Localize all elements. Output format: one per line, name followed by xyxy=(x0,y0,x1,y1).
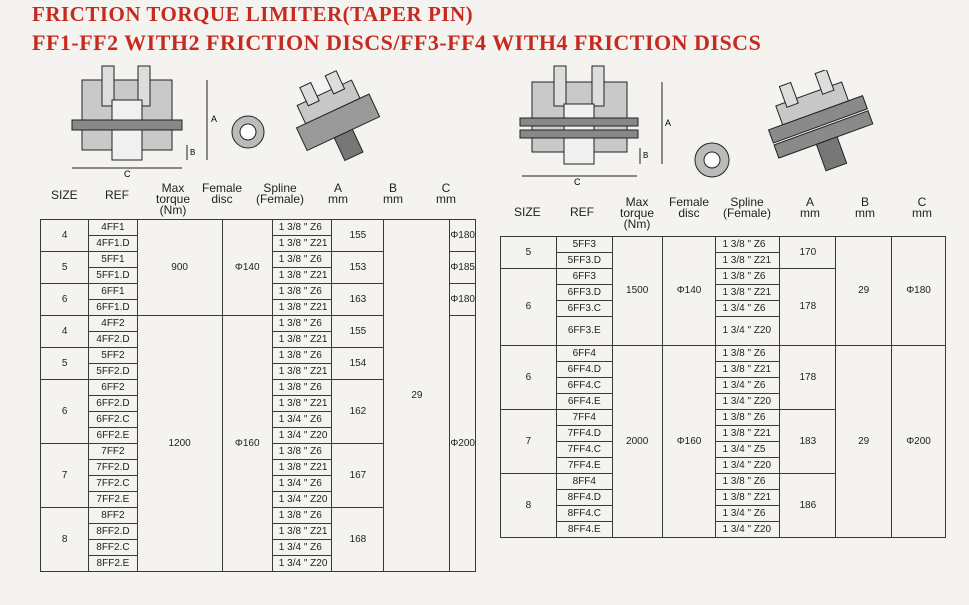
spline-cell: 1 3/4 " Z5 xyxy=(716,442,780,458)
spline-cell: 1 3/8 " Z21 xyxy=(716,490,780,506)
c-dimension-cell: Φ180 xyxy=(450,284,476,316)
title-line-1: FRICTION TORQUE LIMITER(TAPER PIN) xyxy=(32,2,474,26)
ref-cell: 5FF3 xyxy=(556,237,612,253)
spline-cell: 1 3/8 " Z21 xyxy=(272,236,332,252)
ref-cell: 6FF2.C xyxy=(89,412,137,428)
spline-cell: 1 3/8 " Z21 xyxy=(272,332,332,348)
ref-cell: 6FF2.E xyxy=(89,428,137,444)
spline-cell: 1 3/4 " Z6 xyxy=(716,378,780,394)
torque-cell: 1200 xyxy=(137,316,222,572)
table-row xyxy=(501,346,946,362)
ref-cell: 7FF2.E xyxy=(89,492,137,508)
size-cell: 6 xyxy=(41,380,89,444)
a-dimension-cell: 186 xyxy=(780,474,836,538)
spline-cell: 1 3/8 " Z6 xyxy=(716,410,780,426)
ref-cell: 5FF1.D xyxy=(89,268,137,284)
female-disc-cell: Φ140 xyxy=(222,220,272,316)
table-row xyxy=(41,220,476,236)
ref-cell: 8FF2.E xyxy=(89,556,137,572)
right-header-ref: REF xyxy=(570,205,594,219)
a-dimension-cell: 183 xyxy=(780,410,836,474)
ref-cell: 7FF2.C xyxy=(89,476,137,492)
spline-cell: 1 3/8 " Z6 xyxy=(716,269,780,285)
spline-cell: 1 3/8 " Z6 xyxy=(272,444,332,460)
size-cell: 4 xyxy=(41,316,89,348)
spline-cell: 1 3/4 " Z20 xyxy=(716,458,780,474)
spline-cell: 1 3/8 " Z21 xyxy=(272,396,332,412)
left-header-b: B mm xyxy=(383,181,403,206)
spline-cell: 1 3/8 " Z6 xyxy=(272,508,332,524)
ref-cell: 4FF2.D xyxy=(89,332,137,348)
spline-cell: 1 3/8 " Z21 xyxy=(272,268,332,284)
ref-cell: 8FF4.C xyxy=(556,506,612,522)
cross-section-drawing-left xyxy=(62,60,232,178)
c-dimension-cell: Φ180 xyxy=(450,220,476,252)
spline-hole-icon xyxy=(228,112,268,152)
ref-cell: 7FF2.D xyxy=(89,460,137,476)
ref-cell: 5FF1 xyxy=(89,252,137,268)
ref-cell: 5FF2.D xyxy=(89,364,137,380)
spline-cell: 1 3/8 " Z6 xyxy=(716,474,780,490)
table-row xyxy=(501,237,946,253)
right-header-b: B mm xyxy=(855,195,875,220)
spline-cell: 1 3/8 " Z21 xyxy=(716,426,780,442)
ref-cell: 6FF4.C xyxy=(556,378,612,394)
ref-cell: 6FF3.C xyxy=(556,301,612,317)
c-dimension-cell: Φ200 xyxy=(450,316,476,572)
spline-cell: 1 3/4 " Z20 xyxy=(272,492,332,508)
size-cell: 7 xyxy=(41,444,89,508)
spline-cell: 1 3/4 " Z6 xyxy=(272,412,332,428)
spline-cell: 1 3/8 " Z6 xyxy=(272,316,332,332)
spline-cell: 1 3/8 " Z21 xyxy=(272,300,332,316)
spline-cell: 1 3/4 " Z20 xyxy=(272,556,332,572)
spline-cell: 1 3/4 " Z20 xyxy=(716,522,780,538)
b-dimension-cell: 29 xyxy=(836,237,892,346)
left-header-size: SIZE xyxy=(51,188,78,202)
left-header-torque: Max torque (Nm) xyxy=(155,181,191,217)
ref-cell: 8FF4 xyxy=(556,474,612,490)
a-dimension-cell: 178 xyxy=(780,269,836,346)
c-dimension-cell: Φ200 xyxy=(892,346,946,538)
size-cell: 5 xyxy=(41,348,89,380)
dim-b-label: B xyxy=(190,148,196,157)
ref-cell: 7FF4.E xyxy=(556,458,612,474)
a-dimension-cell: 170 xyxy=(780,237,836,269)
dim-b-label-right: B xyxy=(643,151,649,160)
spline-cell: 1 3/4 " Z6 xyxy=(272,540,332,556)
ref-cell: 8FF2.D xyxy=(89,524,137,540)
spline-cell: 1 3/4 " Z6 xyxy=(716,506,780,522)
ref-cell: 6FF1 xyxy=(89,284,137,300)
spline-cell: 1 3/8 " Z21 xyxy=(272,364,332,380)
size-cell: 6 xyxy=(41,284,89,316)
a-dimension-cell: 168 xyxy=(332,508,384,572)
cross-section-drawing-right xyxy=(512,60,687,188)
spline-cell: 1 3/4 " Z20 xyxy=(716,394,780,410)
ref-cell: 7FF2 xyxy=(89,444,137,460)
female-disc-cell: Φ140 xyxy=(662,237,716,346)
spline-cell: 1 3/8 " Z6 xyxy=(272,284,332,300)
torque-cell: 2000 xyxy=(612,346,662,538)
b-dimension-cell: 29 xyxy=(836,346,892,538)
spline-cell: 1 3/8 " Z21 xyxy=(272,460,332,476)
ref-cell: 4FF1.D xyxy=(89,236,137,252)
ref-cell: 4FF1 xyxy=(89,220,137,236)
a-dimension-cell: 162 xyxy=(332,380,384,444)
ref-cell: 8FF2.C xyxy=(89,540,137,556)
size-cell: 6 xyxy=(501,346,557,410)
ref-cell: 6FF4 xyxy=(556,346,612,362)
spline-cell: 1 3/8 " Z21 xyxy=(716,253,780,269)
ref-cell: 6FF3 xyxy=(556,269,612,285)
size-cell: 4 xyxy=(41,220,89,252)
size-cell: 5 xyxy=(501,237,557,269)
ref-cell: 8FF4.E xyxy=(556,522,612,538)
ref-cell: 6FF2.D xyxy=(89,396,137,412)
size-cell: 5 xyxy=(41,252,89,284)
left-header-spline: Spline (Female) xyxy=(255,181,304,206)
right-header-a: A mm xyxy=(800,195,820,220)
b-dimension-cell: 29 xyxy=(384,220,450,572)
spline-cell: 1 3/8 " Z6 xyxy=(272,252,332,268)
ref-cell: 7FF4.D xyxy=(556,426,612,442)
ref-cell: 6FF3.D xyxy=(556,285,612,301)
assembly-drawing-right xyxy=(755,70,885,180)
dim-a-label: A xyxy=(211,114,218,124)
spline-cell: 1 3/8 " Z6 xyxy=(716,237,780,253)
left-spec-table xyxy=(40,219,476,572)
spline-cell: 1 3/4 " Z20 xyxy=(272,428,332,444)
assembly-drawing-left xyxy=(282,70,392,170)
right-header-size: SIZE xyxy=(514,205,541,219)
ref-cell: 6FF1.D xyxy=(89,300,137,316)
a-dimension-cell: 167 xyxy=(332,444,384,508)
spline-cell: 1 3/8 " Z6 xyxy=(272,380,332,396)
ref-cell: 6FF3.E xyxy=(556,317,612,346)
ref-cell: 7FF4.C xyxy=(556,442,612,458)
ref-cell: 6FF4.E xyxy=(556,394,612,410)
left-header-female: Female disc xyxy=(201,181,242,206)
right-header-torque: Max torque (Nm) xyxy=(619,195,655,231)
dim-c-label: C xyxy=(124,169,131,178)
left-header-ref: REF xyxy=(105,188,129,202)
ref-cell: 4FF2 xyxy=(89,316,137,332)
a-dimension-cell: 155 xyxy=(332,316,384,348)
title-line-2: FF1-FF2 WITH2 FRICTION DISCS/FF3-FF4 WITH4 FRICTION DISCS xyxy=(32,30,762,55)
c-dimension-cell: Φ180 xyxy=(892,237,946,346)
left-header-a: A mm xyxy=(328,181,348,206)
spline-cell: 1 3/8 " Z6 xyxy=(272,348,332,364)
a-dimension-cell: 153 xyxy=(332,252,384,284)
size-cell: 7 xyxy=(501,410,557,474)
a-dimension-cell: 163 xyxy=(332,284,384,316)
size-cell: 6 xyxy=(501,269,557,346)
dim-c-label-right: C xyxy=(574,177,581,187)
ref-cell: 6FF4.D xyxy=(556,362,612,378)
torque-cell: 900 xyxy=(137,220,222,316)
a-dimension-cell: 155 xyxy=(332,220,384,252)
size-cell: 8 xyxy=(41,508,89,572)
spline-cell: 1 3/4 " Z6 xyxy=(716,301,780,317)
dim-a-label-right: A xyxy=(665,118,672,128)
spline-cell: 1 3/8 " Z6 xyxy=(716,346,780,362)
ref-cell: 5FF3.D xyxy=(556,253,612,269)
ref-cell: 7FF4 xyxy=(556,410,612,426)
female-disc-cell: Φ160 xyxy=(662,346,716,538)
left-header-c: C mm xyxy=(436,181,456,206)
a-dimension-cell: 154 xyxy=(332,348,384,380)
ref-cell: 5FF2 xyxy=(89,348,137,364)
c-dimension-cell: Φ185 xyxy=(450,252,476,284)
ref-cell: 8FF2 xyxy=(89,508,137,524)
female-disc-cell: Φ160 xyxy=(222,316,272,572)
right-spec-table xyxy=(500,236,946,538)
ref-cell: 6FF2 xyxy=(89,380,137,396)
spline-cell: 1 3/8 " Z21 xyxy=(716,362,780,378)
size-cell: 8 xyxy=(501,474,557,538)
right-header-female: Female disc xyxy=(668,195,709,220)
right-header-c: C mm xyxy=(912,195,932,220)
right-header-spline: Spline (Female) xyxy=(722,195,771,220)
spline-cell: 1 3/4 " Z20 xyxy=(716,317,780,346)
spline-hole-icon-right xyxy=(690,138,734,182)
spline-cell: 1 3/8 " Z21 xyxy=(716,285,780,301)
spline-cell: 1 3/8 " Z21 xyxy=(272,524,332,540)
ref-cell: 8FF4.D xyxy=(556,490,612,506)
spline-cell: 1 3/4 " Z6 xyxy=(272,476,332,492)
torque-cell: 1500 xyxy=(612,237,662,346)
a-dimension-cell: 178 xyxy=(780,346,836,410)
spline-cell: 1 3/8 " Z6 xyxy=(272,220,332,236)
